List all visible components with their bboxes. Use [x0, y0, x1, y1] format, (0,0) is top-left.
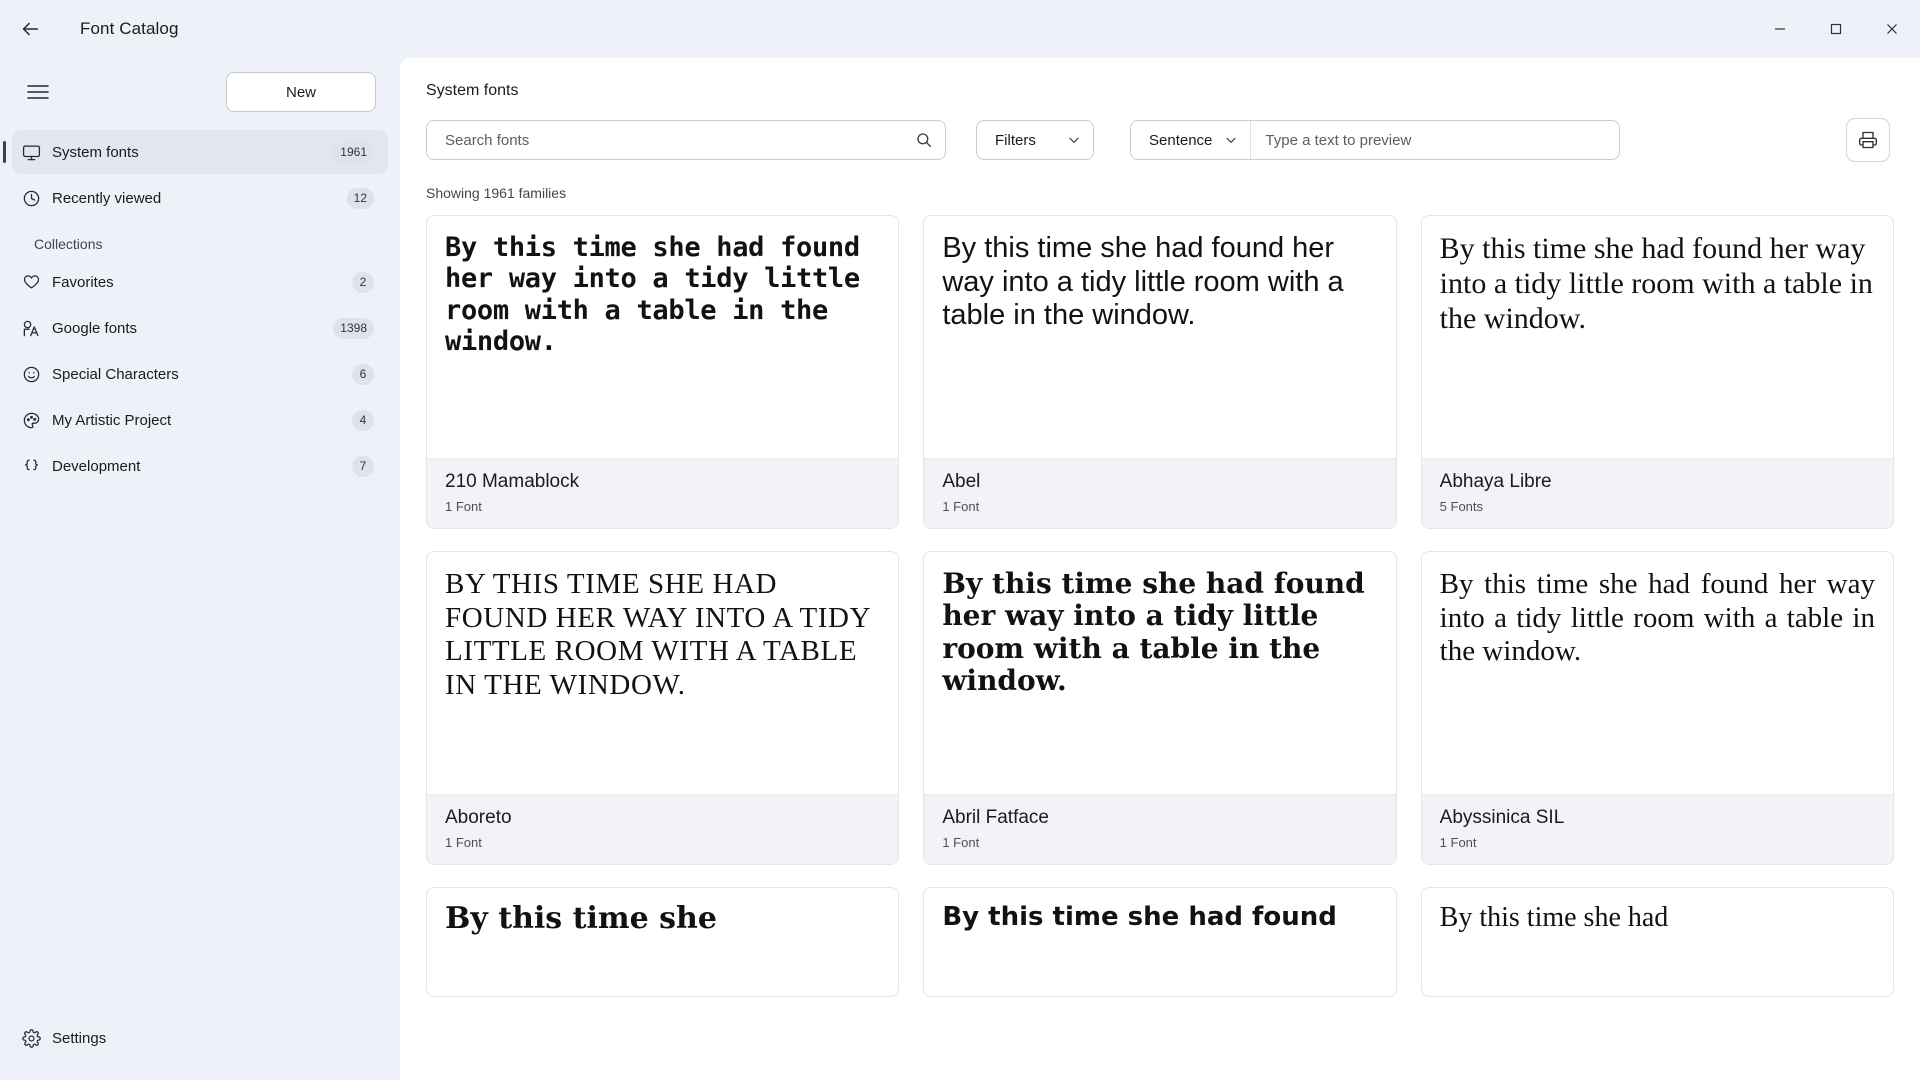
- font-card[interactable]: [426, 551, 899, 865]
- clock-icon: [22, 189, 52, 208]
- font-name: Abril Fatface: [942, 807, 1049, 828]
- font-preview-text: By this time she had: [1439, 902, 1669, 933]
- search-input[interactable]: [443, 131, 915, 150]
- smiley-icon: [22, 365, 52, 384]
- sidebar-item-development[interactable]: [12, 444, 388, 488]
- sidebar-item-badge: 6: [352, 364, 374, 385]
- google-fonts-icon: [22, 319, 52, 338]
- sidebar-item-label: My Artistic Project: [52, 411, 172, 429]
- print-button[interactable]: [1846, 118, 1890, 162]
- sidebar-item-badge: 7: [352, 456, 374, 477]
- sidebar-item-label: Favorites: [52, 273, 114, 291]
- sidebar-item-label: Google fonts: [52, 319, 138, 337]
- font-preview-text: By this time she had found: [942, 902, 1337, 932]
- font-count: 1 Font: [1439, 835, 1477, 850]
- gear-icon: [22, 1029, 52, 1048]
- collections-heading: Collections: [34, 236, 103, 252]
- font-card[interactable]: [426, 887, 899, 997]
- sidebar-item-badge: 2: [352, 272, 374, 293]
- sidebar-item-system-fonts[interactable]: [12, 130, 388, 174]
- font-count: 5 Fonts: [1439, 499, 1484, 514]
- font-card-footer: [1422, 794, 1893, 864]
- sidebar-item-badge: 12: [347, 188, 374, 209]
- font-preview-text: By this time she had found her way into a tidy little room with a table in the window.: [445, 232, 860, 357]
- chevron-down-icon: [1067, 133, 1081, 147]
- preview-controls: [1130, 120, 1620, 160]
- back-button[interactable]: [10, 9, 50, 49]
- sidebar-item-favorites[interactable]: [12, 260, 388, 304]
- arrow-left-icon: [19, 18, 41, 40]
- main-header: [400, 58, 1920, 201]
- font-card[interactable]: [1421, 215, 1894, 529]
- sidebar-item-badge: 1961: [333, 142, 374, 163]
- minimize-button[interactable]: [1752, 9, 1808, 49]
- window-controls: [1752, 0, 1920, 58]
- filters-button[interactable]: [976, 120, 1094, 160]
- toolbar: [426, 118, 1890, 162]
- font-name: Aboreto: [445, 807, 512, 828]
- font-preview-text: By this time she had found her way into a tidy little room with a table in the window.: [1439, 568, 1875, 668]
- search-icon[interactable]: [915, 131, 933, 149]
- title-bar: [0, 0, 1920, 58]
- sidebar-nav: [0, 126, 400, 490]
- menu-toggle-button[interactable]: [18, 72, 58, 112]
- font-card[interactable]: [923, 887, 1396, 997]
- results-count: Showing 1961 families: [426, 185, 567, 201]
- font-card-footer: [427, 458, 898, 528]
- page-title: System fonts: [426, 82, 519, 99]
- sidebar-item-label: System fonts: [52, 143, 139, 161]
- font-card-footer: [924, 458, 1395, 528]
- font-preview-text: By this time she had found her way into a tidy little room with a table in the window.: [942, 232, 1344, 332]
- chevron-down-icon: [1224, 133, 1238, 147]
- font-card-footer: [1422, 458, 1893, 528]
- maximize-icon: [1830, 23, 1842, 35]
- font-card[interactable]: [426, 215, 899, 529]
- font-card[interactable]: [923, 215, 1396, 529]
- font-count: 1 Font: [942, 835, 980, 850]
- sidebar-item-special-characters[interactable]: [12, 352, 388, 396]
- sidebar-item-label: Special Characters: [52, 365, 179, 383]
- font-name: Abyssinica SIL: [1439, 807, 1565, 828]
- app-title: Font Catalog: [80, 19, 179, 38]
- sidebar-footer: [0, 1016, 400, 1080]
- font-preview-text: BY THIS TIME SHE HAD FOUND HER WAY INTO A TIDY LITTLE ROOM WITH A TABLE IN THE WINDOW.: [445, 568, 871, 701]
- search-box[interactable]: [426, 120, 946, 160]
- braces-icon: [22, 457, 52, 476]
- sidebar-item-recently-viewed[interactable]: [12, 176, 388, 220]
- palette-icon: [22, 411, 52, 430]
- font-count: 1 Font: [445, 499, 482, 514]
- maximize-button[interactable]: [1808, 9, 1864, 49]
- font-count: 1 Font: [942, 499, 980, 514]
- font-name: 210 Mamablock: [445, 471, 580, 492]
- font-grid-scroll[interactable]: [400, 201, 1920, 1080]
- font-card-footer: [924, 794, 1395, 864]
- main-panel: [400, 58, 1920, 1080]
- close-button[interactable]: [1864, 9, 1920, 49]
- sidebar-item-label: Recently viewed: [52, 189, 162, 207]
- font-card-footer: [427, 794, 898, 864]
- hamburger-icon: [27, 84, 49, 100]
- preview-mode-label: Sentence: [1149, 131, 1213, 149]
- new-button[interactable]: New: [226, 72, 376, 112]
- heart-icon: [22, 273, 52, 292]
- font-count: 1 Font: [445, 835, 482, 850]
- sidebar-item-settings[interactable]: [12, 1016, 388, 1060]
- printer-icon: [1858, 130, 1878, 150]
- sidebar: [0, 58, 400, 1080]
- sidebar-item-badge: 1398: [333, 318, 374, 339]
- sidebar-item-label: Development: [52, 457, 141, 475]
- font-card[interactable]: [1421, 551, 1894, 865]
- preview-text-input[interactable]: [1251, 121, 1619, 159]
- sidebar-header: [0, 58, 400, 126]
- monitor-icon: [22, 143, 52, 162]
- font-name: Abel: [942, 471, 981, 492]
- font-preview-text: By this time she had found her way into a tidy little room with a table in the window.: [1439, 232, 1873, 335]
- font-grid: [426, 215, 1894, 997]
- font-name: Abhaya Libre: [1439, 471, 1552, 492]
- sidebar-item-my-artistic-project[interactable]: [12, 398, 388, 442]
- preview-mode-select[interactable]: [1131, 121, 1251, 159]
- font-card[interactable]: [1421, 887, 1894, 997]
- sidebar-item-badge: 4: [352, 410, 374, 431]
- close-icon: [1886, 23, 1898, 35]
- font-card[interactable]: [923, 551, 1396, 865]
- minimize-icon: [1774, 23, 1786, 35]
- font-preview-text: By this time she: [445, 901, 717, 936]
- sidebar-item-google-fonts[interactable]: [12, 306, 388, 350]
- font-preview-text: By this time she had found her way into a tidy little room with a table in the window.: [942, 567, 1365, 698]
- sidebar-item-label: Settings: [52, 1029, 107, 1047]
- filters-label: Filters: [995, 131, 1036, 149]
- app-body: [0, 58, 1920, 1080]
